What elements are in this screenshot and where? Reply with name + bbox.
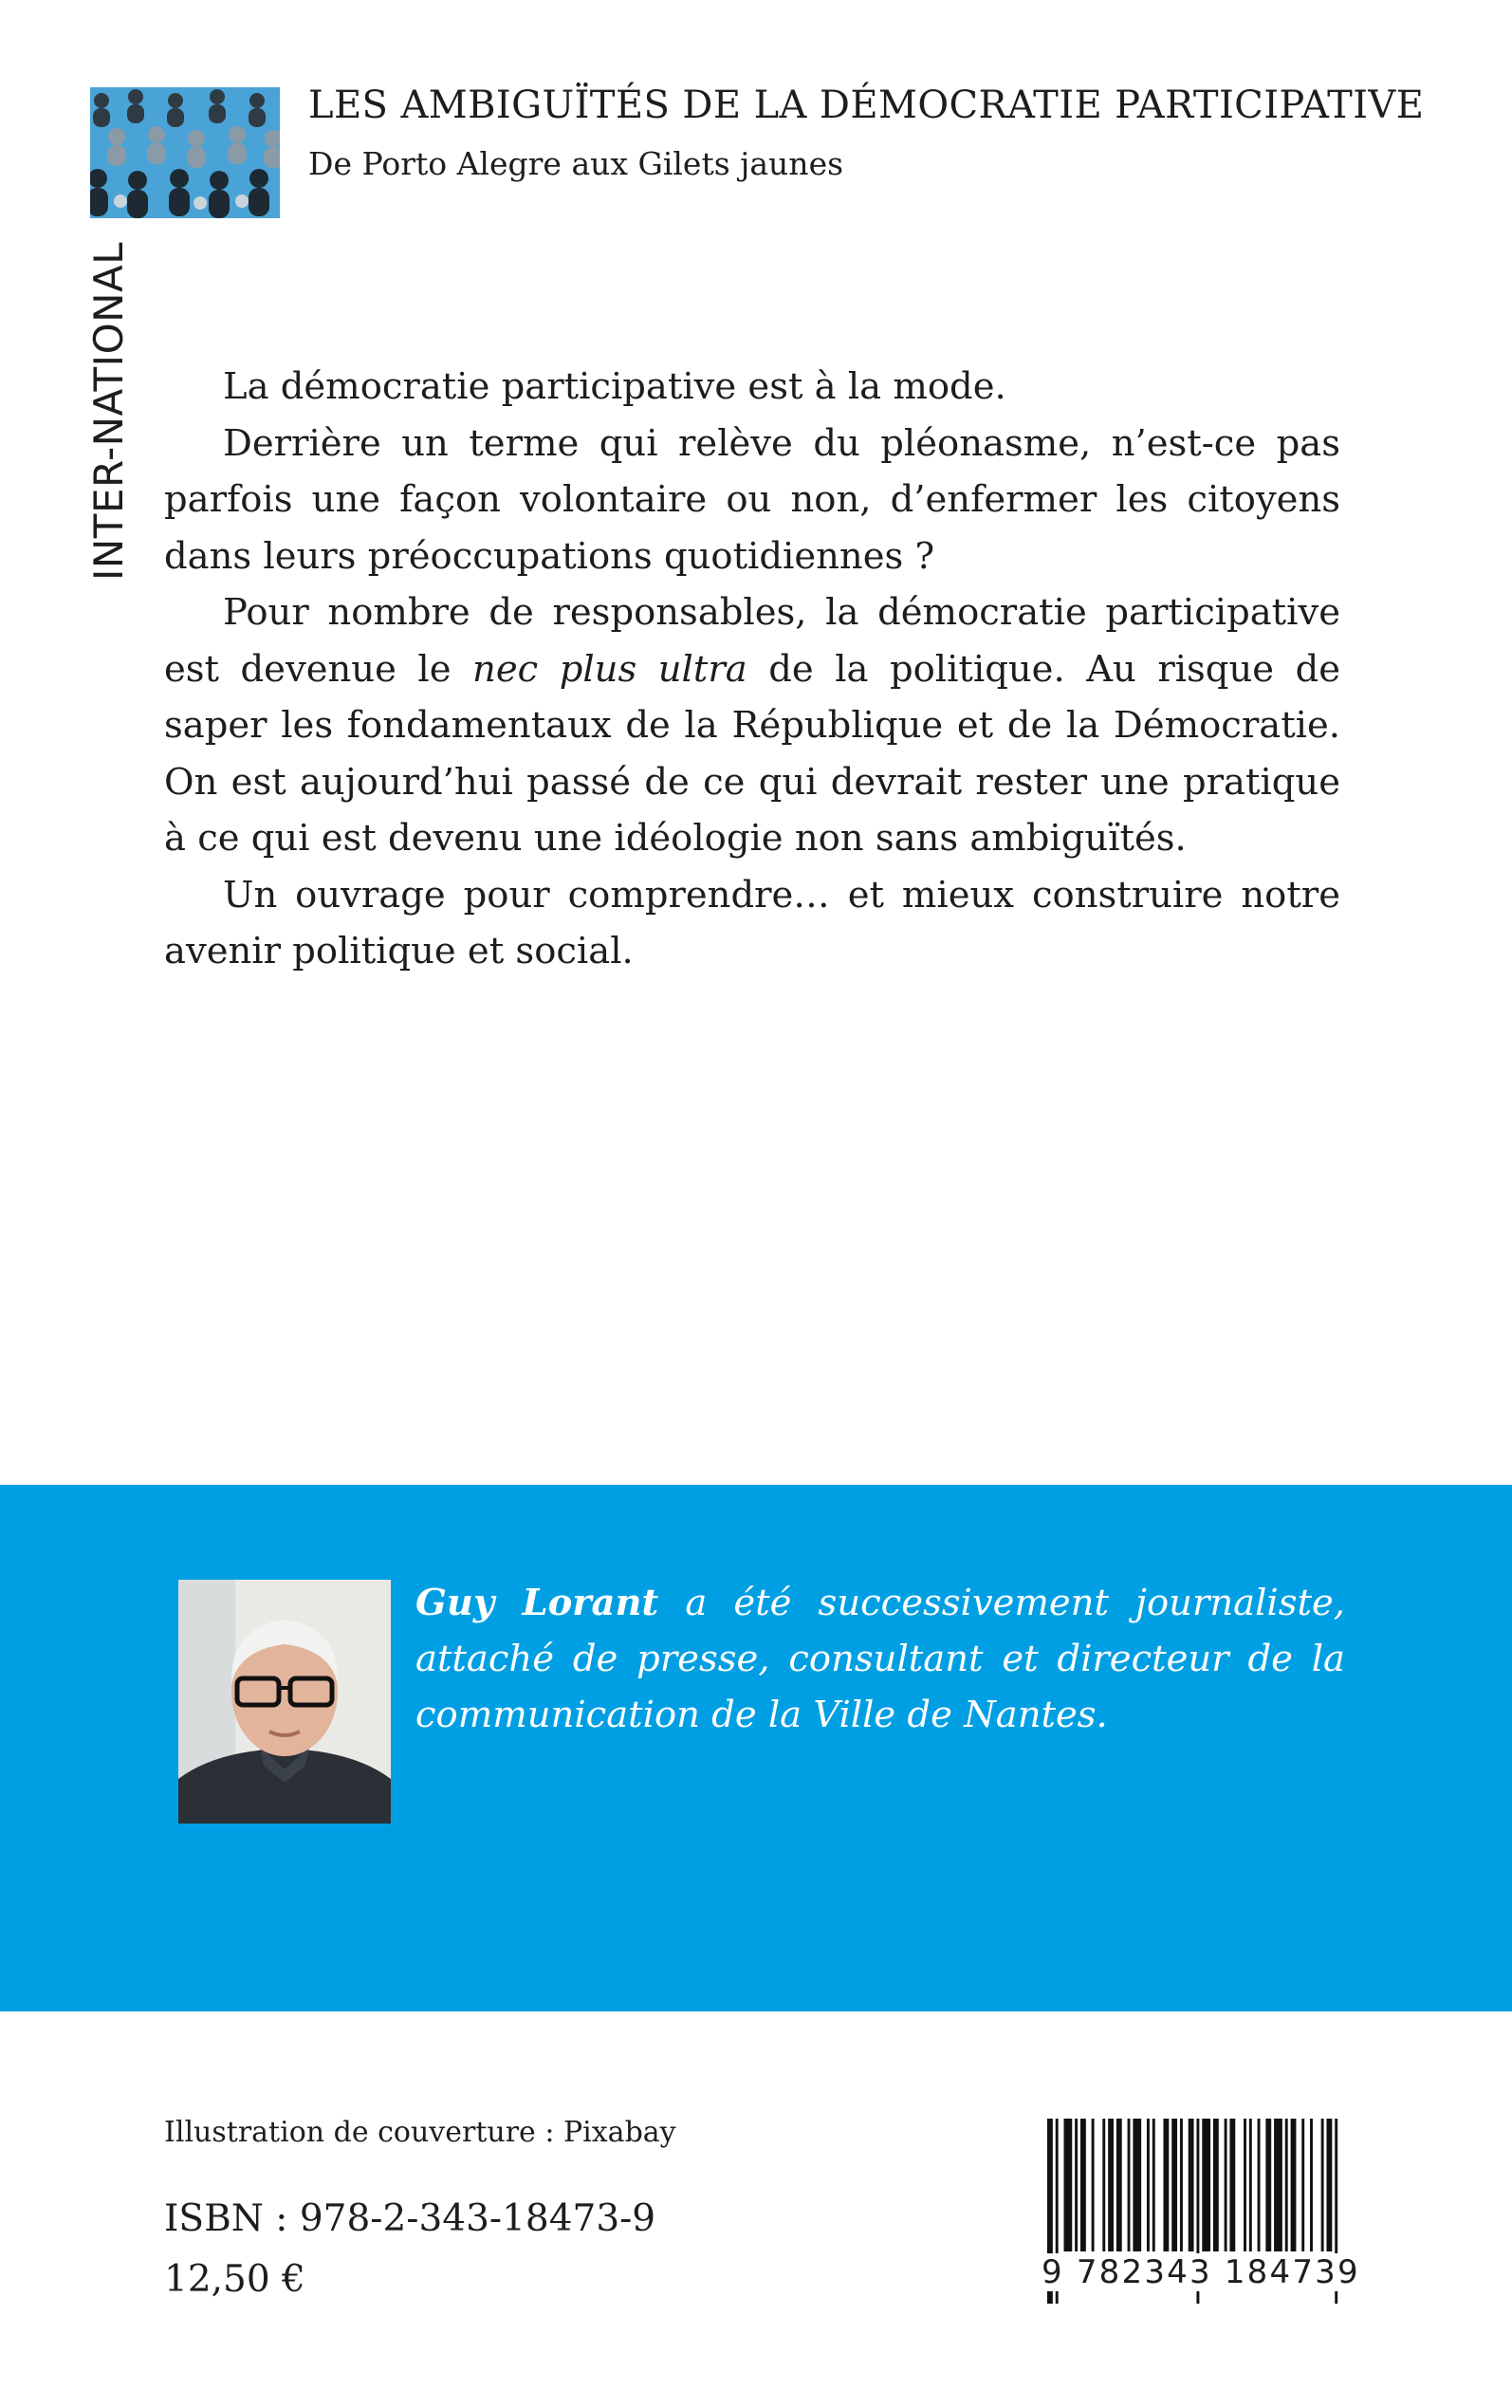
barcode-bar	[1102, 2119, 1105, 2251]
barcode-bar	[1285, 2119, 1288, 2251]
barcode-bar	[1064, 2119, 1073, 2251]
barcode-bar	[1213, 2119, 1219, 2251]
barcode-bar	[1321, 2119, 1324, 2251]
barcode-bar	[1189, 2119, 1194, 2251]
barcode-bar	[1163, 2119, 1169, 2251]
blurb-paragraph: La démocratie participative est à la mode.	[223, 365, 1006, 408]
book-subtitle: De Porto Alegre aux Gilets jaunes	[308, 145, 844, 182]
series-label: INTER-NATIONAL	[85, 241, 132, 581]
barcode-bar	[1108, 2119, 1114, 2251]
blurb-italic-phrase: nec plus ultra	[472, 647, 747, 691]
blurb-paragraph: Un ouvrage pour comprendre… et mieux construire notre avenir politique et social.	[164, 873, 1340, 972]
barcode-bar	[1274, 2119, 1282, 2251]
author-bio-text: a été successivement journaliste, attaché de presse, consultant et directeur de la communication de la Ville de Nantes.	[415, 1582, 1345, 1736]
price: 12,50 €	[164, 2258, 305, 2301]
author-photo	[178, 1580, 391, 1824]
blurb	[164, 359, 1340, 980]
cover-credit: Illustration de couverture : Pixabay	[164, 2116, 676, 2149]
barcode-bar	[1075, 2119, 1078, 2251]
barcode-bar	[1258, 2119, 1261, 2251]
barcode-bar	[1249, 2119, 1252, 2251]
author-name: Guy Lorant	[415, 1582, 659, 1624]
barcode-bar	[1116, 2119, 1122, 2251]
author-bio	[415, 1575, 1345, 1743]
isbn: ISBN : 978-2-343-18473-9	[164, 2197, 656, 2240]
blurb-text: Pour nombre de responsables, la démocratie participative est devenue le	[164, 591, 1340, 691]
barcode-bar	[1202, 2119, 1210, 2251]
book-title: LES AMBIGUÏTÉS DE LA DÉMOCRATIE PARTICIPATIVE	[308, 83, 1425, 127]
barcode-bar	[1180, 2119, 1183, 2251]
barcode-bar	[1133, 2119, 1141, 2251]
blurb-paragraph: Derrière un terme qui relève du pléonasme, n’est-ce pas parfois une façon volontaire ou non, d’enfermer les citoyens dans leurs préoccupations quotidiennes ?	[164, 421, 1340, 578]
barcode-bar	[1171, 2119, 1177, 2251]
barcode-bar	[1152, 2119, 1155, 2251]
barcode-bar	[1310, 2119, 1313, 2251]
barcode-bar	[1244, 2119, 1246, 2251]
barcode-bar	[1301, 2119, 1304, 2251]
barcode-digits: 9 782343 184739	[1042, 2253, 1360, 2291]
barcode-bar	[1080, 2119, 1086, 2251]
barcode-bar	[1128, 2119, 1131, 2251]
blurb-text: de la politique. Au risque de saper les fondamentaux de la République et de la Démocratie. On est aujourd’hui passé de ce qui devrait rester une pratique à ce qui est devenu une idéologie non sans ambiguïtés.	[164, 647, 1340, 860]
author-band	[0, 1485, 1512, 2011]
barcode-bar	[1147, 2119, 1150, 2251]
barcode-bar	[1229, 2119, 1235, 2251]
barcode-bar	[1092, 2119, 1095, 2251]
blurb-paragraph	[164, 584, 1340, 867]
cover-thumbnail-image	[90, 87, 280, 218]
barcode-bar	[1291, 2119, 1297, 2251]
barcode-bar	[1327, 2119, 1333, 2251]
barcode-bar	[1225, 2119, 1227, 2251]
barcode-bar	[1265, 2119, 1271, 2251]
